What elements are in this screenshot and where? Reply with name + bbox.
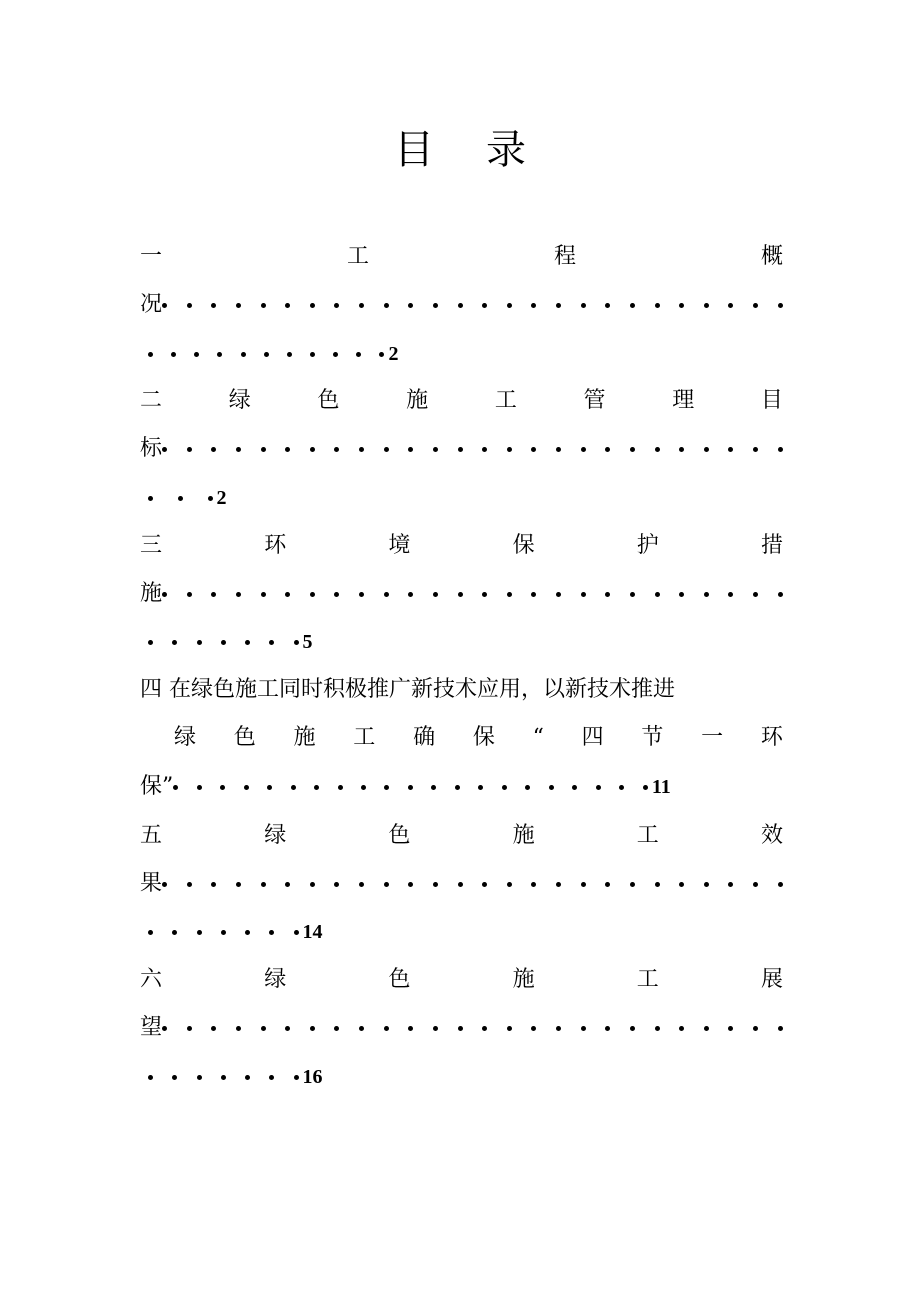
leader-dot bbox=[334, 447, 339, 452]
dot-leader bbox=[148, 930, 299, 935]
entry-title-char: 果 bbox=[140, 871, 163, 896]
leader-dot bbox=[148, 496, 153, 501]
toc-line bbox=[140, 960, 783, 1000]
leader-dot bbox=[285, 303, 290, 308]
leader-dot bbox=[211, 447, 216, 452]
toc-line bbox=[140, 574, 783, 614]
leader-dot bbox=[310, 882, 315, 887]
dot-leader bbox=[148, 1075, 299, 1080]
entry-title-char: 工 bbox=[636, 967, 659, 992]
leader-dot bbox=[596, 785, 601, 790]
leader-dot bbox=[753, 447, 758, 452]
leader-dot bbox=[433, 592, 438, 597]
leader-dot bbox=[285, 1026, 290, 1031]
dot-leader bbox=[148, 352, 385, 357]
leader-dot bbox=[581, 303, 586, 308]
leader-dot bbox=[482, 1026, 487, 1031]
dot-leader bbox=[148, 496, 213, 501]
entry-title-char: 措 bbox=[760, 533, 783, 558]
leader-dot bbox=[221, 930, 226, 935]
leader-dot bbox=[630, 1026, 635, 1031]
leader-dot bbox=[556, 447, 561, 452]
entry-title-char: 展 bbox=[760, 967, 783, 992]
leader-dot bbox=[458, 303, 463, 308]
leader-dot bbox=[525, 785, 530, 790]
toc-line bbox=[140, 864, 783, 904]
leader-dot bbox=[241, 352, 246, 357]
leader-dot bbox=[455, 785, 460, 790]
toc-line bbox=[140, 334, 399, 374]
leader-dot bbox=[359, 1026, 364, 1031]
leader-dot bbox=[482, 882, 487, 887]
leader-dot bbox=[236, 592, 241, 597]
leader-dot bbox=[294, 930, 299, 935]
leader-dot bbox=[197, 930, 202, 935]
leader-dot bbox=[220, 785, 225, 790]
leader-dot bbox=[162, 1026, 167, 1031]
leader-dot bbox=[187, 882, 192, 887]
leader-dot bbox=[531, 882, 536, 887]
entry-number: 一 bbox=[140, 244, 163, 269]
leader-dot bbox=[704, 447, 709, 452]
entry-number: 二 bbox=[140, 388, 163, 413]
dot-leader bbox=[148, 640, 299, 645]
leader-dot bbox=[531, 447, 536, 452]
leader-dot bbox=[310, 592, 315, 597]
leader-dot bbox=[285, 447, 290, 452]
leader-dot bbox=[291, 785, 296, 790]
leader-dot bbox=[408, 785, 413, 790]
leader-dot bbox=[333, 352, 338, 357]
leader-dot bbox=[384, 447, 389, 452]
leader-dot bbox=[211, 1026, 216, 1031]
leader-dot bbox=[728, 882, 733, 887]
leader-dot bbox=[704, 592, 709, 597]
leader-dot bbox=[704, 882, 709, 887]
page-number: 2 bbox=[388, 343, 399, 365]
leader-dot bbox=[482, 447, 487, 452]
leader-dot bbox=[334, 1026, 339, 1031]
page-number: 14 bbox=[302, 921, 323, 943]
entry-title-char: 况 bbox=[140, 292, 163, 317]
leader-dot bbox=[217, 352, 222, 357]
leader-dot bbox=[728, 303, 733, 308]
toc-line bbox=[140, 622, 313, 662]
leader-dot bbox=[267, 785, 272, 790]
leader-dot bbox=[359, 592, 364, 597]
entry-title-char: 护 bbox=[636, 533, 659, 558]
leader-dot bbox=[458, 447, 463, 452]
toc-line bbox=[140, 1008, 783, 1048]
leader-dot bbox=[679, 303, 684, 308]
entry-title-char: 一 bbox=[701, 725, 724, 750]
entry-title-char: 效 bbox=[760, 823, 783, 848]
leader-dot bbox=[753, 303, 758, 308]
leader-dot bbox=[556, 592, 561, 597]
leader-dot bbox=[236, 882, 241, 887]
leader-dot bbox=[236, 447, 241, 452]
leader-dot bbox=[655, 447, 660, 452]
toc-line bbox=[140, 478, 227, 518]
leader-dot bbox=[728, 592, 733, 597]
leader-dot bbox=[704, 1026, 709, 1031]
leader-dot bbox=[507, 447, 512, 452]
leader-dot bbox=[753, 1026, 758, 1031]
leader-dot bbox=[245, 930, 250, 935]
leader-dot bbox=[359, 303, 364, 308]
leader-dot bbox=[314, 785, 319, 790]
leader-dot bbox=[753, 592, 758, 597]
entry-title-char: 理 bbox=[672, 388, 695, 413]
leader-dot bbox=[294, 640, 299, 645]
leader-dot bbox=[162, 447, 167, 452]
entry-title-char: 施 bbox=[406, 388, 429, 413]
leader-dot bbox=[549, 785, 554, 790]
toc-line bbox=[140, 429, 783, 469]
leader-dot bbox=[619, 785, 624, 790]
leader-dot bbox=[531, 592, 536, 597]
leader-dot bbox=[187, 1026, 192, 1031]
dot-leader bbox=[162, 1026, 783, 1031]
leader-dot bbox=[502, 785, 507, 790]
leader-dot bbox=[172, 930, 177, 935]
leader-dot bbox=[172, 640, 177, 645]
leader-dot bbox=[361, 785, 366, 790]
leader-dot bbox=[433, 882, 438, 887]
leader-dot bbox=[507, 303, 512, 308]
leader-dot bbox=[630, 303, 635, 308]
leader-dot bbox=[334, 882, 339, 887]
entry-title-char: “ bbox=[532, 725, 544, 750]
toc-line bbox=[174, 718, 783, 758]
entry-title-char: 望 bbox=[140, 1015, 163, 1040]
leader-dot bbox=[778, 592, 783, 597]
page-number: 2 bbox=[216, 487, 227, 509]
leader-dot bbox=[778, 1026, 783, 1031]
leader-dot bbox=[408, 882, 413, 887]
leader-dot bbox=[148, 352, 153, 357]
toc-line bbox=[140, 767, 671, 807]
leader-dot bbox=[285, 592, 290, 597]
leader-dot bbox=[173, 785, 178, 790]
leader-dot bbox=[433, 1026, 438, 1031]
leader-dot bbox=[261, 303, 266, 308]
leader-dot bbox=[572, 785, 577, 790]
entry-number: 六 bbox=[140, 967, 163, 992]
leader-dot bbox=[172, 1075, 177, 1080]
toc-line bbox=[140, 1057, 323, 1097]
dot-leader bbox=[162, 882, 783, 887]
leader-dot bbox=[171, 352, 176, 357]
leader-dot bbox=[556, 1026, 561, 1031]
entry-title-char: 施 bbox=[140, 581, 163, 606]
leader-dot bbox=[261, 882, 266, 887]
leader-dot bbox=[269, 640, 274, 645]
toc-line bbox=[140, 526, 783, 566]
leader-dot bbox=[384, 1026, 389, 1031]
leader-dot bbox=[211, 592, 216, 597]
leader-dot bbox=[433, 447, 438, 452]
leader-dot bbox=[643, 785, 648, 790]
entry-title-char: 绿 bbox=[264, 823, 287, 848]
leader-dot bbox=[334, 592, 339, 597]
leader-dot bbox=[287, 352, 292, 357]
leader-dot bbox=[531, 1026, 536, 1031]
leader-dot bbox=[245, 640, 250, 645]
leader-dot bbox=[679, 447, 684, 452]
leader-dot bbox=[356, 352, 361, 357]
dot-leader bbox=[173, 785, 648, 790]
leader-dot bbox=[605, 882, 610, 887]
leader-dot bbox=[359, 447, 364, 452]
entry-title-char: 标 bbox=[140, 436, 163, 461]
dot-leader bbox=[162, 303, 783, 308]
entry-title-char: 色 bbox=[317, 388, 340, 413]
entry-number: 三 bbox=[140, 533, 163, 558]
leader-dot bbox=[245, 1075, 250, 1080]
leader-dot bbox=[384, 882, 389, 887]
leader-dot bbox=[581, 592, 586, 597]
leader-dot bbox=[728, 447, 733, 452]
entry-title-char: 工 bbox=[636, 823, 659, 848]
leader-dot bbox=[531, 303, 536, 308]
leader-dot bbox=[408, 592, 413, 597]
leader-dot bbox=[605, 447, 610, 452]
leader-dot bbox=[197, 640, 202, 645]
leader-dot bbox=[197, 785, 202, 790]
entry-title-char: 工 bbox=[346, 244, 369, 269]
entry-title-char: 施 bbox=[293, 725, 316, 750]
leader-dot bbox=[482, 303, 487, 308]
leader-dot bbox=[556, 303, 561, 308]
leader-dot bbox=[655, 592, 660, 597]
entry-title-char: 目 bbox=[760, 388, 783, 413]
entry-title-char: 施 bbox=[512, 967, 535, 992]
leader-dot bbox=[655, 1026, 660, 1031]
leader-dot bbox=[605, 303, 610, 308]
leader-dot bbox=[221, 1075, 226, 1080]
leader-dot bbox=[261, 592, 266, 597]
toc-line bbox=[140, 816, 783, 856]
leader-dot bbox=[187, 447, 192, 452]
leader-dot bbox=[408, 447, 413, 452]
leader-dot bbox=[581, 1026, 586, 1031]
leader-dot bbox=[148, 1075, 153, 1080]
leader-dot bbox=[269, 930, 274, 935]
leader-dot bbox=[458, 882, 463, 887]
leader-dot bbox=[162, 592, 167, 597]
leader-dot bbox=[211, 303, 216, 308]
toc-line bbox=[140, 912, 323, 952]
entry-title-char: 绿 bbox=[228, 388, 251, 413]
leader-dot bbox=[261, 1026, 266, 1031]
leader-dot bbox=[431, 785, 436, 790]
leader-dot bbox=[384, 303, 389, 308]
entry-title-char: 色 bbox=[388, 967, 411, 992]
leader-dot bbox=[221, 640, 226, 645]
dot-leader bbox=[162, 447, 783, 452]
entry-title-char: 绿 bbox=[174, 725, 197, 750]
page-title bbox=[0, 122, 920, 178]
toc-line bbox=[140, 381, 783, 421]
entry-title-char: 确 bbox=[413, 725, 436, 750]
entry-title-char: 管 bbox=[583, 388, 606, 413]
leader-dot bbox=[162, 303, 167, 308]
leader-dot bbox=[753, 882, 758, 887]
leader-dot bbox=[310, 303, 315, 308]
leader-dot bbox=[187, 592, 192, 597]
leader-dot bbox=[581, 447, 586, 452]
leader-dot bbox=[294, 1075, 299, 1080]
leader-dot bbox=[194, 352, 199, 357]
leader-dot bbox=[264, 352, 269, 357]
leader-dot bbox=[458, 592, 463, 597]
entry-title-char: 程 bbox=[553, 244, 576, 269]
leader-dot bbox=[408, 1026, 413, 1031]
leader-dot bbox=[605, 1026, 610, 1031]
entry-title-char: 节 bbox=[641, 725, 664, 750]
leader-dot bbox=[679, 882, 684, 887]
leader-dot bbox=[236, 303, 241, 308]
leader-dot bbox=[556, 882, 561, 887]
leader-dot bbox=[605, 592, 610, 597]
leader-dot bbox=[334, 303, 339, 308]
leader-dot bbox=[728, 1026, 733, 1031]
leader-dot bbox=[236, 1026, 241, 1031]
leader-dot bbox=[433, 303, 438, 308]
leader-dot bbox=[581, 882, 586, 887]
entry-title-char: 保 bbox=[512, 533, 535, 558]
entry-title-char: 四 bbox=[581, 725, 604, 750]
page-number: 16 bbox=[302, 1066, 323, 1088]
leader-dot bbox=[261, 447, 266, 452]
dot-leader bbox=[162, 592, 783, 597]
leader-dot bbox=[384, 785, 389, 790]
leader-dot bbox=[679, 1026, 684, 1031]
leader-dot bbox=[478, 785, 483, 790]
leader-dot bbox=[507, 882, 512, 887]
leader-dot bbox=[244, 785, 249, 790]
entry-number: 五 bbox=[140, 823, 163, 848]
leader-dot bbox=[338, 785, 343, 790]
title-char: 目 bbox=[394, 127, 434, 173]
page-number: 5 bbox=[302, 631, 313, 653]
entry-title-char: 保 bbox=[472, 725, 495, 750]
leader-dot bbox=[630, 447, 635, 452]
leader-dot bbox=[310, 1026, 315, 1031]
leader-dot bbox=[507, 1026, 512, 1031]
leader-dot bbox=[359, 882, 364, 887]
title-char: 录 bbox=[486, 127, 526, 173]
entry-title-char: 境 bbox=[388, 533, 411, 558]
leader-dot bbox=[655, 303, 660, 308]
leader-dot bbox=[778, 882, 783, 887]
entry-title-char: 工 bbox=[494, 388, 517, 413]
entry-title-char: 工 bbox=[353, 725, 376, 750]
leader-dot bbox=[162, 882, 167, 887]
toc-line bbox=[140, 285, 783, 325]
leader-dot bbox=[187, 303, 192, 308]
leader-dot bbox=[379, 352, 384, 357]
leader-dot bbox=[211, 882, 216, 887]
leader-dot bbox=[458, 1026, 463, 1031]
leader-dot bbox=[384, 592, 389, 597]
leader-dot bbox=[148, 640, 153, 645]
toc-line bbox=[140, 670, 783, 710]
entry-title-char: 施 bbox=[512, 823, 535, 848]
leader-dot bbox=[178, 496, 183, 501]
leader-dot bbox=[197, 1075, 202, 1080]
leader-dot bbox=[408, 303, 413, 308]
leader-dot bbox=[148, 930, 153, 935]
entry-title-char: 环 bbox=[760, 725, 783, 750]
entry-title-char: 绿 bbox=[264, 967, 287, 992]
leader-dot bbox=[778, 447, 783, 452]
entry-title-char: 概 bbox=[760, 244, 783, 269]
entry-title: 保” bbox=[140, 774, 174, 799]
toc-line bbox=[140, 237, 783, 277]
leader-dot bbox=[778, 303, 783, 308]
leader-dot bbox=[630, 882, 635, 887]
entry-title-char: 色 bbox=[233, 725, 256, 750]
entry-title: 四 在绿色施工同时积极推广新技术应用，以新技术推进 bbox=[140, 677, 675, 702]
leader-dot bbox=[507, 592, 512, 597]
leader-dot bbox=[310, 447, 315, 452]
leader-dot bbox=[285, 882, 290, 887]
leader-dot bbox=[630, 592, 635, 597]
leader-dot bbox=[310, 352, 315, 357]
page-number: 11 bbox=[651, 776, 671, 798]
entry-title-char: 色 bbox=[388, 823, 411, 848]
leader-dot bbox=[269, 1075, 274, 1080]
leader-dot bbox=[482, 592, 487, 597]
leader-dot bbox=[704, 303, 709, 308]
leader-dot bbox=[679, 592, 684, 597]
leader-dot bbox=[208, 496, 213, 501]
entry-title-char: 环 bbox=[264, 533, 287, 558]
leader-dot bbox=[655, 882, 660, 887]
